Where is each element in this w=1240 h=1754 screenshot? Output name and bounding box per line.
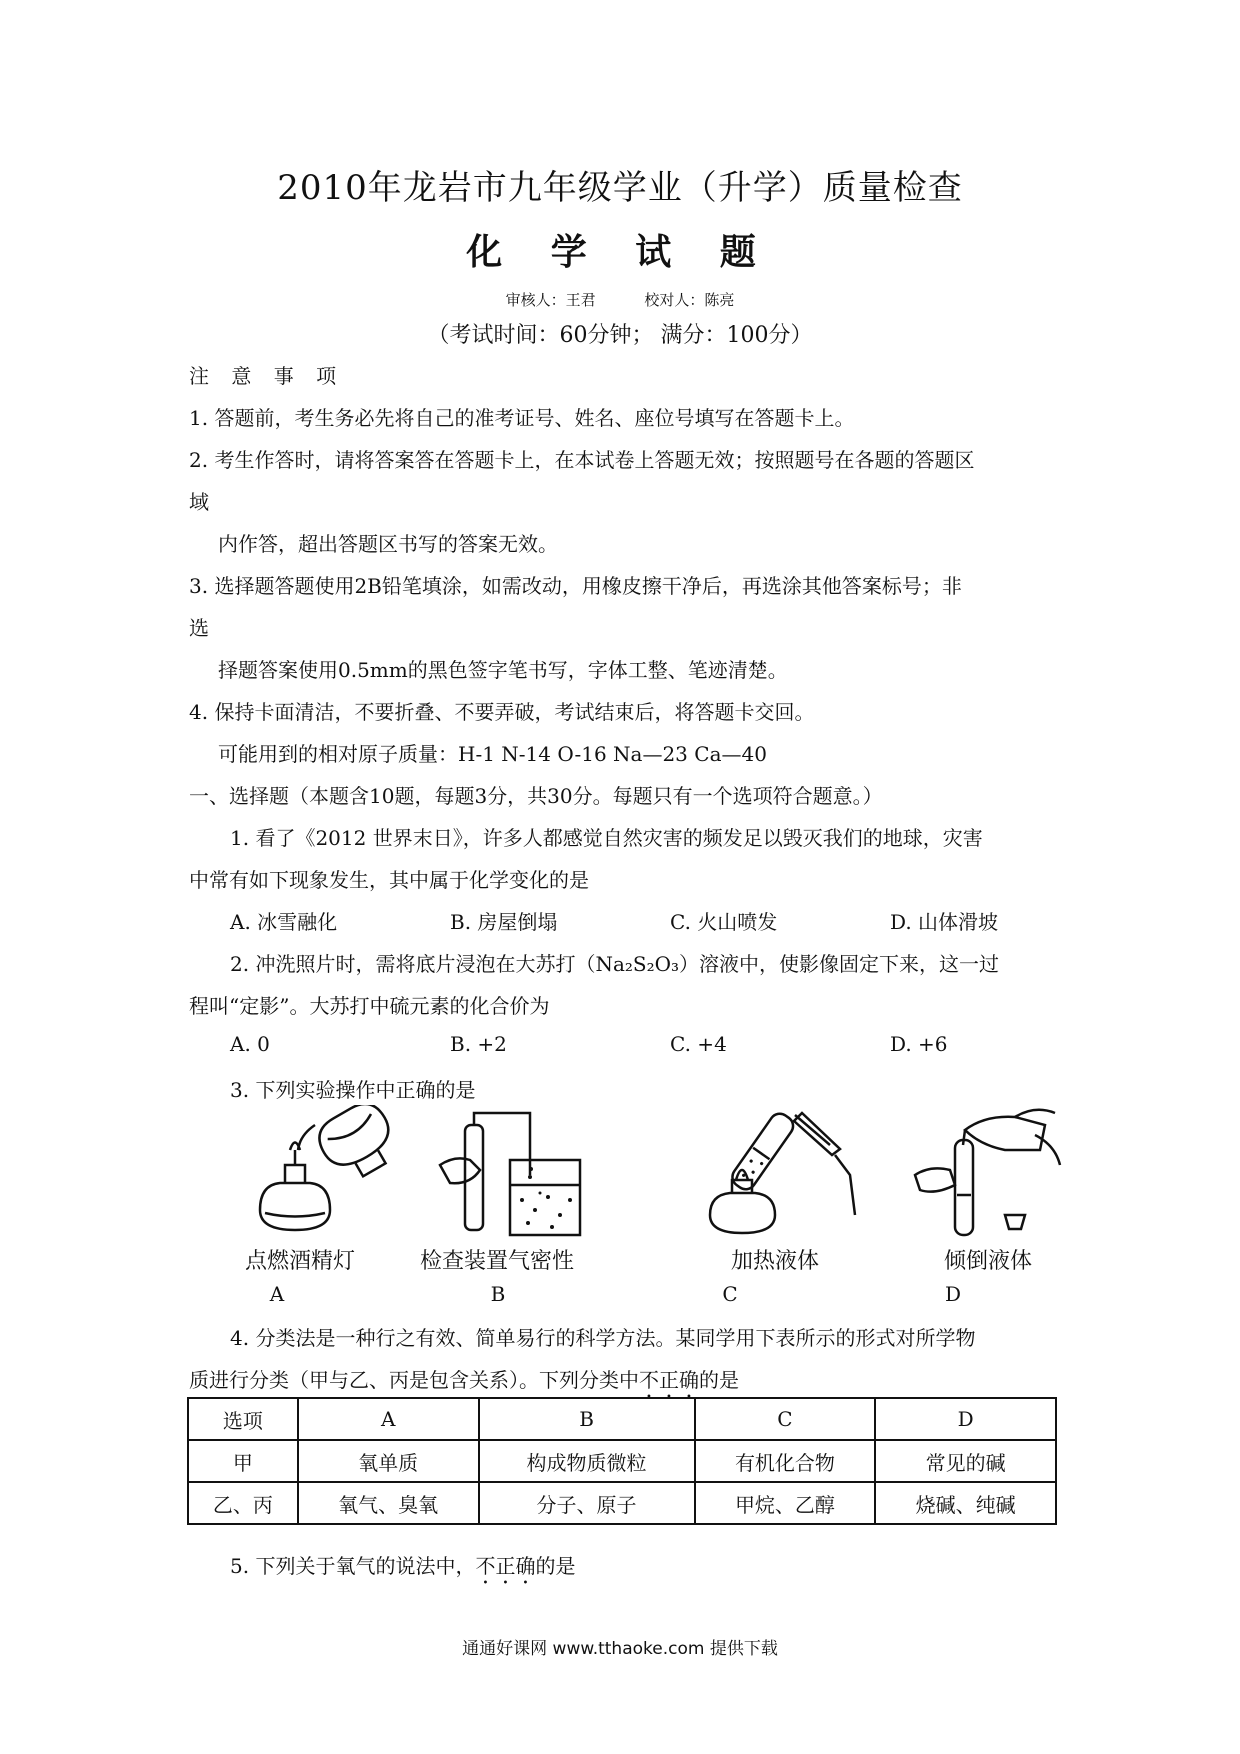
notice-item: 3. 选择题答题使用2B铅笔填涂，如需改动，用橡皮擦干净后，再选涂其他答案标号；非 [189,574,962,598]
classification-table [187,1397,1057,1525]
option-c: C. +4 [670,1032,727,1056]
notice-item: 内作答，超出答题区书写的答案无效。 [218,532,558,556]
atomic-mass-line: 可能用到的相对原子质量：H-1 N-14 O-16 Na—23 Ca—40 [218,742,767,766]
exam-title: 2010年龙岩市九年级学业（升学）质量检查 [277,168,963,208]
question-4-text-end: 的是 [699,1368,739,1392]
notice-item: 域 [189,490,209,514]
table-cell: 有机化合物 [695,1440,876,1482]
table-cell: 氧单质 [298,1440,479,1482]
table-cell: 乙、丙 [188,1482,298,1524]
table-row [188,1482,1056,1524]
option-d: D. 山体滑坡 [890,910,999,934]
notice-heading: 注 意 事 项 [189,364,345,388]
notice-item: 选 [189,616,209,640]
alcohol-lamp-lighting-icon [240,1105,420,1240]
table-row [188,1440,1056,1482]
question-4-text: 质进行分类（甲与乙、丙是包含关系）。下列分类中 [189,1368,639,1392]
figure-letter-b: B [490,1282,506,1306]
question-1-line-1: 1. 看了《2012 世界末日》，许多人都感觉自然灾害的频发足以毁灭我们的地球，灾害 [230,826,983,850]
option-b: B. 房屋倒塌 [450,910,558,934]
page-footer: 通通好课网 www.tthaoke.com 提供下载 [462,1639,778,1659]
question-1-line-2: 中常有如下现象发生，其中属于化学变化的是 [189,868,589,892]
emphasis-not-correct: 不正确 [475,1554,536,1578]
question-2-line-1: 2. 冲洗照片时，需将底片浸泡在大苏打（Na₂S₂O₃）溶液中，使影像固定下来，这一过 [230,952,1000,976]
table-cell: 甲烷、乙醇 [695,1482,876,1524]
figure-letter-d: D [944,1282,962,1306]
notice-item: 4. 保持卡面清洁，不要折叠、不要弄破，考试结束后，将答题卡交回。 [189,700,815,724]
option-b: B. +2 [450,1032,507,1056]
question-3-line-1: 3. 下列实验操作中正确的是 [230,1078,476,1102]
figure-caption-d: 倾倒液体 [943,1249,1032,1274]
table-cell: 甲 [188,1440,298,1482]
figure-caption-b: 检查装置气密性 [419,1249,574,1274]
section-heading: 一、选择题（本题含10题，每题3分，共30分。每题只有一个选项符合题意。） [189,784,883,808]
question-4-line-1: 4. 分类法是一种行之有效、简单易行的科学方法。某同学用下表所示的形式对所学物 [230,1326,976,1350]
table-header-row [188,1398,1056,1440]
table-cell: 常见的碱 [875,1440,1056,1482]
table-cell: D [875,1398,1056,1440]
notice-item: 2. 考生作答时，请将答案答在答题卡上，在本试卷上答题无效；按照题号在各题的答题区 [189,448,975,472]
proofreader-name: 校对人：陈亮 [644,291,735,309]
table-cell: 烧碱、纯碱 [875,1482,1056,1524]
exam-subtitle: 化 学 试 题 [466,231,774,273]
option-c: C. 火山喷发 [670,910,778,934]
emphasis-not-correct: 不正确 [639,1368,699,1392]
reviewer-name: 审核人：王君 [505,291,596,309]
table-cell: 氧气、臭氧 [298,1482,479,1524]
option-d: D. +6 [890,1032,948,1056]
pouring-liquid-icon [895,1105,1075,1240]
figure-letter-c: C [722,1282,738,1306]
table-cell: A [298,1398,479,1440]
figure-caption-c: 加热液体 [730,1249,819,1274]
table-cell: 选项 [188,1398,298,1440]
table-cell: 分子、原子 [479,1482,695,1524]
option-a: A. 冰雪融化 [230,910,338,934]
figure-caption-a: 点燃酒精灯 [244,1249,355,1274]
table-cell: B [479,1398,695,1440]
question-5-text-end: 的是 [535,1554,576,1578]
notice-item: 择题答案使用0.5mm的黑色签字笔书写，字体工整、笔迹清楚。 [218,658,788,682]
heating-liquid-icon [690,1105,870,1240]
table-cell: 构成物质微粒 [479,1440,695,1482]
question-5-line-1 [230,1550,575,1589]
table-cell: C [695,1398,876,1440]
airtightness-check-icon [430,1105,610,1240]
figure-letter-a: A [269,1282,285,1306]
question-2-line-2: 程叫“定影”。大苏打中硫元素的化合价为 [189,994,550,1018]
reviewers-line [0,289,1240,310]
option-a: A. 0 [230,1032,270,1056]
exam-timing: （考试时间：60分钟； 满分：100分） [427,323,813,348]
question-5-text: 5. 下列关于氧气的说法中， [230,1554,476,1578]
notice-item: 1. 答题前，考生务必先将自己的准考证号、姓名、座位号填写在答题卡上。 [189,406,855,430]
